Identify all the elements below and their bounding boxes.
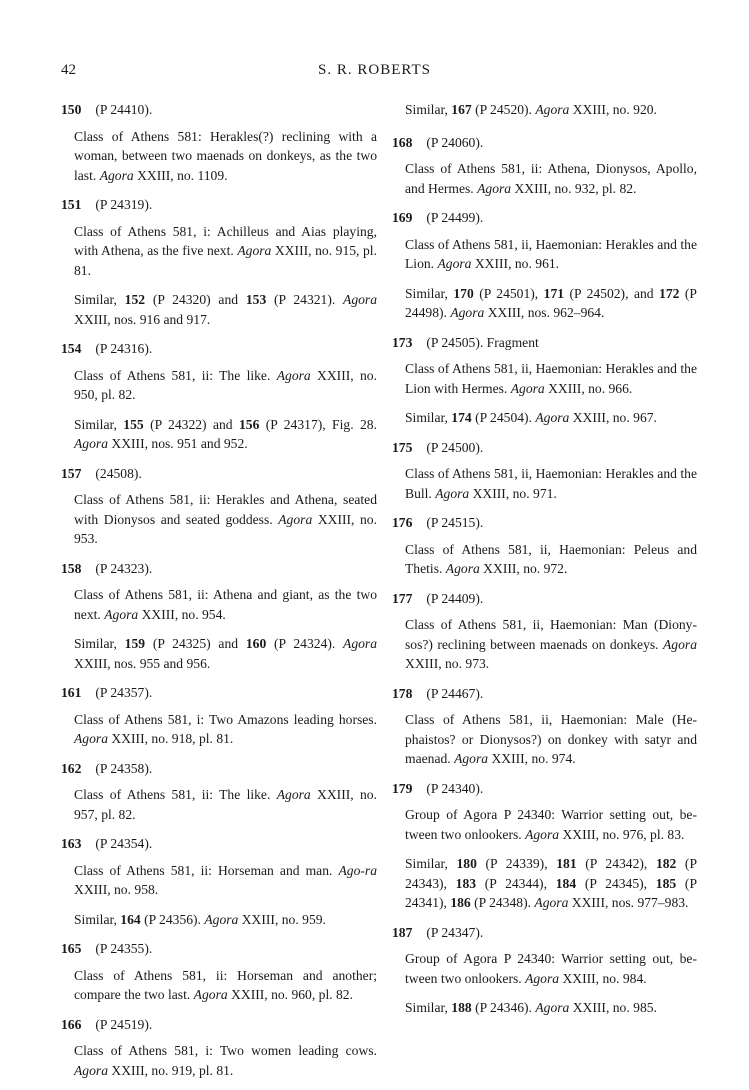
publication-reference: XXIII, no. 971. [469,485,557,501]
note-text: (P 24325) and [145,636,246,651]
entry-description [392,540,697,579]
publication-title: Agora [450,305,485,320]
publication-reference: XXIII, no. 972. [479,561,568,576]
description-text: Group of Agora P 24340: Warrior setting out, be-tween two onlookers. [405,807,697,842]
publication-reference: XXIII, no. 950, pl. 82. [74,367,377,402]
entry-heading [61,559,377,579]
entry-description [392,949,697,988]
inventory-reference: (P 24358). [95,760,153,776]
entry-description [61,1041,377,1080]
publication-reference: XXIII, no. 932, pl. 82. [511,180,637,196]
note-text: XXIII, nos. 951 and 952. [107,436,248,451]
entry-number: 155 [123,416,144,432]
publication-reference: XXIII, no. 960, pl. 82. [227,987,354,1002]
description-text: Class of Athens 581, i: Two Amazons leading horses. [74,711,377,727]
entry-number: 169 [392,210,413,225]
left-column [61,100,377,1090]
catalogue-entry [392,333,697,399]
entry-number: 171 [543,285,565,301]
entry-description [61,710,377,749]
entry-description [61,785,377,824]
note-text: (P 24346). [471,1000,536,1015]
note-text: Similar, [405,1000,452,1015]
inventory-reference: (24508). [95,465,142,481]
publication-title: Agora [510,380,545,396]
entry-number: 182 [655,856,677,871]
publication-reference: XXIII, no. 919, pl. 81. [107,1062,234,1078]
entry-number: 186 [450,895,471,910]
note-text: (P 24322) and [143,416,239,432]
entry-heading [392,133,697,153]
entry-heading [392,333,697,353]
entry-number: 177 [392,590,413,606]
entry-number: 183 [455,875,477,891]
entry-description [392,710,697,769]
publication-reference: XXIII, no. 974. [488,751,576,766]
note-text: Similar, [74,416,124,432]
note-text: (P 24501), [473,285,544,301]
entry-number: 175 [392,439,413,455]
similar-note [392,854,697,913]
entry-number: 185 [655,875,677,891]
inventory-reference: (P 24519). [95,1016,153,1032]
note-text: XXIII, nos. 962–964. [484,305,605,320]
publication-title: Agora [276,367,311,383]
entry-heading [392,779,697,799]
entry-heading [61,683,377,703]
publication-reference: XXIII, no. 957, pl. 82. [74,787,377,822]
similar-note [392,100,697,120]
entry-number: 170 [453,285,474,301]
entry-number: 158 [61,560,82,576]
similar-note [392,408,697,428]
entry-number: 154 [61,341,82,356]
entry-description [392,359,697,398]
entry-description [392,235,697,274]
inventory-reference: (P 24515). [426,515,484,530]
entry-heading [61,759,377,779]
entry-number: 184 [555,875,577,891]
publication-title: Agora [535,1000,570,1015]
entry-number: 157 [61,465,82,481]
catalogue-entry [392,589,697,674]
publication-title: Agora [193,987,228,1002]
note-text: (P 24317), Fig. 28. [259,416,377,432]
publication-reference: XXIII, no. 966. [544,380,633,396]
catalogue-entry [61,759,377,825]
note-text: XXIII, no. 985. [569,1000,657,1015]
description-text: Class of Athens 581, ii, Haemonian: Herakles and the Lion. [405,236,697,271]
entry-heading [61,1015,377,1035]
similar-note [392,998,697,1018]
inventory-reference: (P 24319). [95,197,153,212]
catalogue-entry [61,195,377,280]
catalogue-entry [61,339,377,405]
catalogue-entry [392,684,697,769]
inventory-reference: (P 24467). [426,685,484,701]
description-text: Class of Athens 581, ii: The like. [74,367,271,383]
inventory-reference: (P 24499). [426,210,484,225]
entry-description [61,127,377,186]
publication-title: Agora [525,970,560,986]
publication-title: Agora [74,731,108,746]
entry-heading [61,100,377,120]
publication-reference: XXIII, no. 915, pl. 81. [74,243,377,278]
publication-title: Agora [278,511,313,527]
description-text: Class of Athens 581, ii, Haemonian: Herakles and the Lion with Hermes. [405,361,697,396]
note-text: (P 24324). [266,636,344,651]
entry-description [61,222,377,281]
catalogue-entry [392,513,697,579]
description-text: Class of Athens 581, ii: Herakles and Athena, seated with Dionysos and seated goddess. [74,492,377,527]
entry-number: 151 [61,197,82,212]
publication-title: Agora [663,636,697,652]
catalogue-entry [61,939,377,1005]
description-text: Group of Agora P 24340: Warrior setting out, be-tween two onlookers. [405,951,697,986]
note-text: XXIII, nos. 977–983. [568,895,689,910]
entry-number: 178 [392,685,413,701]
entry-number: 163 [61,836,82,851]
similar-note [61,415,377,454]
description-text: Class of Athens 581: Herakles(?) reclining with a woman, between two maenads on donkeys, as the two last. [74,128,377,183]
entry-description [61,490,377,549]
publication-reference: XXIII, no. 973. [405,656,490,671]
entry-number: 188 [451,1000,472,1015]
description-text: Class of Athens 581, ii: Athena, Dionysos, Apollo, and Hermes. [405,161,697,196]
note-text: Similar, [74,911,121,927]
publication-title: Agora [104,606,139,622]
publication-reference: XXIII, no. 918, pl. 81. [107,731,234,746]
entry-description [392,159,697,198]
similar-note [61,910,377,930]
entry-description [392,615,697,674]
catalogue-entry [392,923,697,989]
description-text: Class of Athens 581, ii, Haemonian: Peleus and Thetis. [405,541,697,576]
publication-reference: XXIII, no. 953. [74,511,378,546]
inventory-reference: (P 24505). Fragment [426,334,539,350]
entry-description [61,861,377,900]
publication-reference: XXIII, no. 954. [138,606,226,622]
publication-title: Agora [343,636,378,651]
inventory-reference: (P 24316). [95,341,153,356]
entry-number: 162 [61,760,82,776]
note-text: XXIII, nos. 916 and 917. [74,311,211,327]
entry-heading [392,513,697,533]
entry-number: 181 [556,856,577,871]
inventory-reference: (P 24340). [426,780,484,796]
publication-title: Agora [276,787,311,802]
entry-heading [392,923,697,943]
catalogue-entry [61,100,377,185]
entry-number: 165 [61,941,82,956]
note-text: (P 24504). [471,410,536,425]
note-text: XXIII, no. 920. [569,102,657,117]
note-text: Similar, [74,292,125,307]
entry-number: 180 [456,856,477,871]
catalogue-entry [392,779,697,845]
similar-note [61,290,377,329]
page-header [0,62,749,84]
inventory-reference: (P 24355). [95,941,153,956]
publication-reference: XXIII, no. 984. [559,970,647,986]
entry-number: 172 [659,285,680,301]
publication-title: Agora [435,485,470,501]
publication-title: Ago-ra [338,862,378,878]
note-text: (P 24520). [471,102,536,117]
inventory-reference: (P 24354). [95,836,153,851]
entry-number: 150 [61,102,82,117]
entry-number: 166 [61,1016,82,1032]
note-text: Similar, [405,410,452,425]
note-text: Similar, [405,102,452,117]
description-text: Class of Athens 581, ii, Haemonian: Man (Diony-sos?) reclining between maenads on donkeys. [405,617,697,652]
publication-title: Agora [237,243,272,258]
publication-title: Agora [454,751,489,766]
inventory-reference: (P 24347). [426,924,484,940]
similar-note [61,634,377,673]
entry-number: 156 [238,416,260,432]
note-text: (P 24341), [405,875,698,910]
description-text: Class of Athens 581, i: Achilleus and Aias playing, with Athena, as the five next. [74,223,377,258]
entry-number: 161 [61,685,82,700]
note-text: XXIII, no. 959. [238,911,326,927]
description-text: Class of Athens 581, i: Two women leading cows. [74,1043,377,1058]
note-text: (P 24339), [476,856,557,871]
note-text: (P 24343), [405,856,698,891]
entry-heading [392,208,697,228]
entry-description [61,585,377,624]
inventory-reference: (P 24357). [95,685,153,700]
entry-heading [61,195,377,215]
description-text: Class of Athens 581, ii, Haemonian: Herakles and the Bull. [405,466,697,501]
entry-number: 164 [120,911,141,927]
entry-description [392,464,697,503]
publication-title: Agora [204,911,239,927]
note-text: Similar, [74,636,125,651]
entry-number: 159 [124,636,146,651]
note-text: (P 24320) and [145,292,246,307]
entry-heading [61,939,377,959]
catalogue-entry [61,464,377,549]
catalogue-entry [61,834,377,900]
catalogue-entry [392,208,697,274]
entry-heading [392,684,697,704]
note-text: Similar, [405,856,457,871]
note-text: (P 24321). [266,292,344,307]
catalogue-entry [392,133,697,199]
running-head: S. R. ROBERTS [318,62,431,78]
entry-heading [61,834,377,854]
description-text: Class of Athens 581, ii: The like. [74,787,271,802]
description-text: Class of Athens 581, ii: Athena and giant, as the two next. [74,587,377,622]
entry-number: 187 [392,924,413,940]
catalogue-entry [61,1015,377,1081]
catalogue-entry [392,438,697,504]
entry-heading [392,589,697,609]
description-text: Class of Athens 581, ii: Horseman and another; compare the two last. [74,967,377,1002]
catalogue-entry [61,683,377,749]
note-text: (P 24348). [470,895,535,910]
publication-title: Agora [99,167,134,183]
inventory-reference: (P 24323). [95,560,153,576]
similar-note [392,284,697,323]
entry-number: 176 [392,515,413,530]
note-text: XXIII, nos. 955 and 956. [74,655,211,671]
publication-title: Agora [477,180,512,196]
note-text: (P 24344), [476,875,556,891]
publication-title: Agora [343,292,378,307]
publication-title: Agora [525,826,560,842]
publication-title: Agora [535,102,570,117]
entry-number: 174 [451,410,472,425]
description-text: Class of Athens 581, ii: Horseman and man. [74,862,333,878]
inventory-reference: (P 24060). [426,134,484,150]
publication-title: Agora [535,410,570,425]
entry-number: 179 [392,780,413,796]
entry-number: 173 [392,334,413,350]
entry-heading [392,438,697,458]
right-column [392,100,697,1028]
publication-reference: XXIII, no. 976, pl. 83. [559,826,685,842]
note-text: (P 24345), [576,875,656,891]
note-text: (P 24502), and [564,285,660,301]
entry-number: 152 [124,292,146,307]
description-text: Class of Athens 581, ii, Haemonian: Male (He-phaistos? or Dionysos?) on donkey with satyr and maenad. [405,712,697,766]
publication-title: Agora [74,1062,108,1078]
note-text: XXIII, no. 967. [569,410,657,425]
entry-number: 168 [392,134,413,150]
inventory-reference: (P 24409). [426,590,484,606]
publication-title: Agora [445,561,480,576]
entry-description [61,966,377,1005]
note-text: (P 24342), [576,856,656,871]
note-text: Similar, [405,285,454,301]
publication-title: Agora [534,895,569,910]
entry-number: 167 [451,102,472,117]
entry-heading [61,464,377,484]
publication-reference: XXIII, no. 958. [74,882,159,897]
note-text: (P 24498). [405,285,697,320]
publication-title: Agora [74,436,108,451]
entry-heading [61,339,377,359]
publication-reference: XXIII, no. 1109. [133,167,228,183]
inventory-reference: (P 24500). [426,439,484,455]
page-number: 42 [61,62,76,78]
inventory-reference: (P 24410). [95,102,153,117]
publication-reference: XXIII, no. 961. [471,256,560,271]
entry-description [61,366,377,405]
note-text: (P 24356). [140,911,205,927]
entry-number: 160 [245,636,267,651]
entry-description [392,805,697,844]
publication-title: Agora [437,256,472,271]
entry-number: 153 [245,292,267,307]
catalogue-entry [61,559,377,625]
